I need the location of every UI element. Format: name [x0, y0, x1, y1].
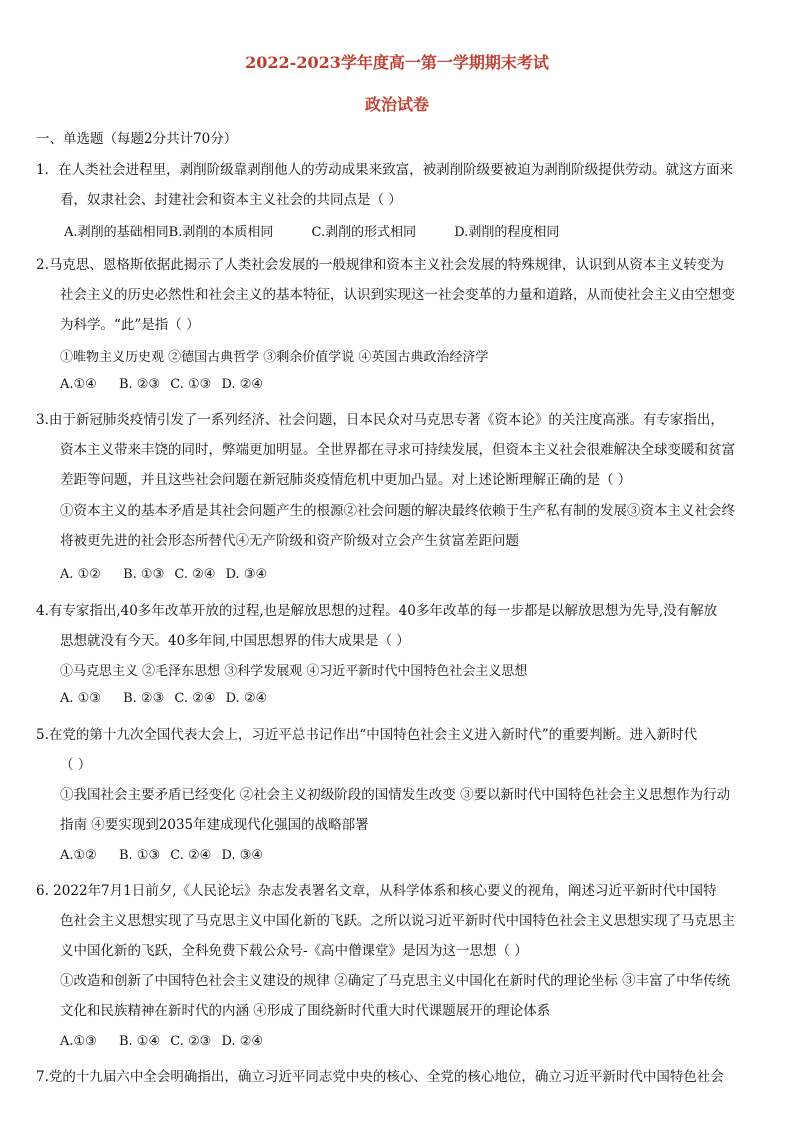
option-b[interactable]: B. ②③ [123, 691, 165, 706]
option-a[interactable]: A.①④ [60, 377, 97, 392]
question-5 [36, 720, 766, 780]
question-6-stem-line-1: 6. 2022年7月1日前夕,《人民论坛》杂志发表署名文章，从科学体系和核心要义的视角，阐述习近平新时代中国特 [36, 883, 717, 899]
question-6-stem-line-2: 色社会主义思想实现了马克思主义中国化新的飞跃。之所以说习近平新时代中国特色社会主义思想实现了马克思主 [60, 913, 735, 929]
question-4-options [60, 691, 267, 706]
option-b[interactable]: B.剥削的本质相同 [168, 225, 274, 240]
question-3-options [60, 567, 267, 582]
question-5-statements-line-1: ①我国社会主要矛盾已经变化 ②社会主义初级阶段的国情发生改变 ③要以新时代中国特色社会主义思想作为行动 [60, 787, 731, 803]
question-2-stem-line-1: 2.马克思、恩格斯依据此揭示了人类社会发展的一般规律和资本主义社会发展的特殊规律，认识到从资本主义转变为 [36, 257, 724, 273]
question-2 [36, 250, 766, 340]
question-3-stem-line-3: 差距等问题，并且这些社会问题在新冠肺炎疫情危机中更加凸显。对上述论断理解正确的是（ ） [60, 472, 632, 488]
option-a[interactable]: A. ①③ [60, 691, 101, 706]
option-c[interactable]: C.剥削的形式相同 [311, 225, 417, 240]
question-1-stem-line-2: 看，奴隶社会、封建社会和资本主义社会的共同点是（ ） [60, 192, 402, 208]
question-3-statements [60, 496, 770, 556]
question-5-options [60, 848, 263, 863]
option-c[interactable]: C. ②③ [170, 1034, 212, 1049]
question-7 [36, 1062, 766, 1092]
question-4-stem-line-1: 4.有专家指出,40多年改革开放的过程,也是解放思想的过程。40多年改革的每一步都是以解放思想为先导,没有解放 [36, 603, 718, 619]
option-d[interactable]: D. ②④ [225, 691, 268, 706]
question-6-statements-line-2: 文化和民族精神在新时代的内涵 ④形成了围绕新时代重大时代课题展开的理论体系 [60, 1003, 551, 1019]
question-3-statements-line-1: ①资本主义的基本矛盾是其社会问题产生的根源②社会问题的解决最终依赖于生产私有制的发展③资本主义社会终 [60, 503, 735, 519]
question-4-statements: ①马克思主义 ②毛泽东思想 ③科学发展观 ④习近平新时代中国特色社会主义思想 [60, 664, 528, 679]
question-3 [36, 405, 766, 495]
option-c[interactable]: C. ②④ [174, 691, 216, 706]
question-1-stem-line-1: 1．在人类社会进程里，剥削阶级靠剥削他人的劳动成果来致富，被剥削阶级要被迫为剥削阶级提供劳动。就这方面来 [36, 162, 734, 178]
option-b[interactable]: B. ②③ [118, 377, 161, 392]
question-5-stem-line-1: 5.在党的第十九次全国代表大会上，习近平总书记作出“中国特色社会主义进入新时代”的重要判断。进入新时代 [36, 727, 698, 743]
question-7-stem-line-1: 7.党的十九届六中全会明确指出，确立习近平同志党中央的核心、全党的核心地位，确立习近平新时代中国特色社会 [36, 1069, 724, 1085]
option-d[interactable]: D. ②④ [221, 1034, 264, 1049]
option-d[interactable]: D.剥削的程度相同 [454, 225, 560, 240]
option-d[interactable]: D. ③④ [221, 848, 264, 863]
question-5-stem-line-2: （ ） [60, 757, 92, 773]
section-heading: 一、单选题（每题2分共计70分） [36, 131, 238, 147]
question-5-statements-line-2: 指南 ④要实现到2035年建成现代化强国的战略部署 [60, 817, 369, 833]
question-3-stem-line-2: 资本主义带来丰饶的同时，弊端更加明显。全世界都在寻求可持续发展，但资本主义社会很难解决全球变暖和贫富 [60, 442, 735, 458]
question-2-stem-line-3: 为科学。“此”是指（ ） [60, 317, 200, 333]
question-2-stem-line-2: 社会主义的历史必然性和社会主义的基本特征，认识到实现这一社会变革的力量和道路，从而使社会主义由空想变 [60, 287, 735, 303]
question-6-statements-line-1: ①改造和创新了中国特色社会主义建设的规律 ②确定了马克思主义中国化在新时代的理论坐标 ③丰富了中华传统 [60, 973, 731, 989]
question-4 [36, 596, 766, 656]
question-1 [36, 155, 766, 215]
option-a[interactable]: A.①③ [60, 1034, 97, 1049]
question-6-options [60, 1034, 263, 1049]
question-5-statements [60, 780, 770, 840]
question-1-options [60, 221, 559, 240]
question-3-stem-line-1: 3.由于新冠肺炎疫情引发了一系列经济、社会问题，日本民众对马克思专著《资本论》的关注度高涨。有专家指出， [36, 412, 724, 428]
exam-title: 2022-2023学年度高一第一学期期末考试 [245, 53, 549, 72]
question-4-stem-line-2: 思想就没有今天。40多年间,中国思想界的伟大成果是（ ） [60, 633, 410, 649]
option-d[interactable]: D. ③④ [225, 567, 268, 582]
question-2-statements: ①唯物主义历史观 ②德国古典哲学 ③剩余价值学说 ④英国古典政治经济学 [60, 350, 489, 365]
question-2-options [60, 377, 263, 392]
question-3-statements-line-2: 将被更先进的社会形态所替代④无产阶级和资产阶级对立会产生贫富差距问题 [60, 533, 519, 549]
question-6 [36, 876, 766, 966]
option-a[interactable]: A.剥削的基础相同 [64, 225, 169, 240]
option-c[interactable]: C. ②④ [170, 848, 212, 863]
option-b[interactable]: B. ①③ [123, 567, 165, 582]
question-6-statements [60, 966, 770, 1026]
exam-subtitle: 政治试卷 [364, 95, 429, 114]
option-a[interactable]: A. ①② [60, 567, 101, 582]
option-b[interactable]: B. ①④ [118, 1034, 161, 1049]
option-c[interactable]: C. ①③ [170, 377, 212, 392]
option-c[interactable]: C. ②④ [174, 567, 216, 582]
option-d[interactable]: D. ②④ [221, 377, 264, 392]
option-b[interactable]: B. ①③ [118, 848, 161, 863]
option-a[interactable]: A.①② [60, 848, 97, 863]
question-6-stem-line-3: 义中国化新的飞跃，全科免费下载公众号-《高中僧课堂》是因为这一思想（ ） [60, 943, 528, 959]
